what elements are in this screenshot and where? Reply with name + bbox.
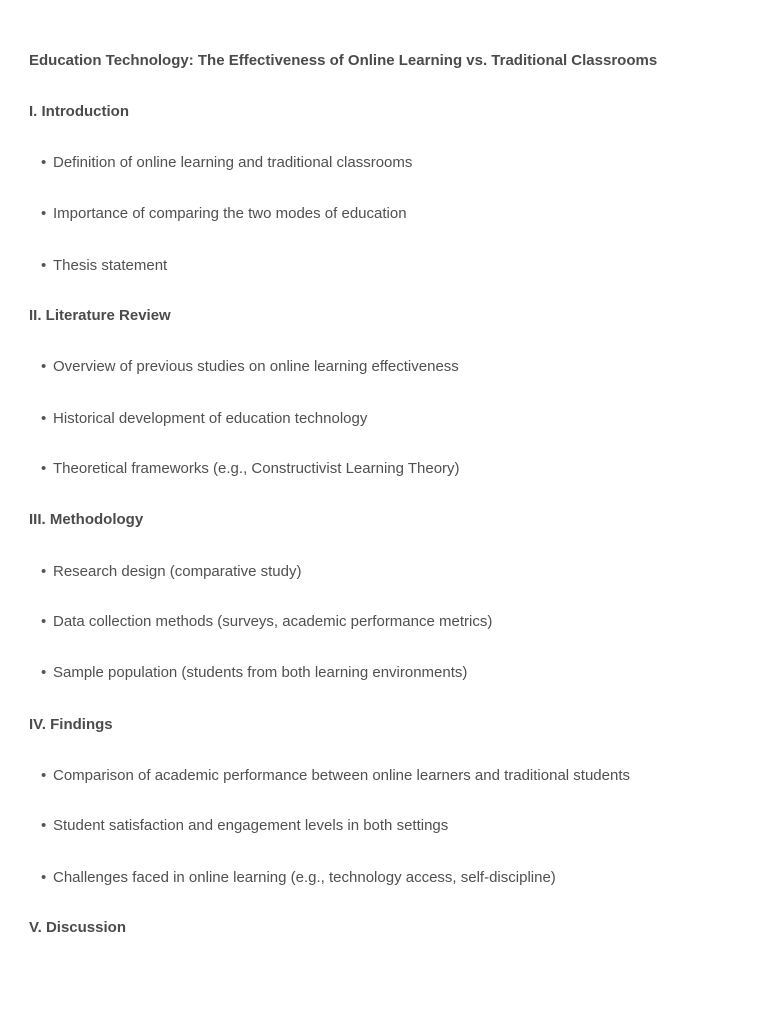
bullet-icon: • [41,205,47,222]
bullet-icon: • [41,563,47,580]
bullet-icon: • [41,767,47,784]
list-item [41,562,301,582]
section-heading-findings: IV. Findings [29,716,113,733]
section-heading-discussion: V. Discussion [29,919,126,936]
bullet-icon: • [41,358,47,375]
list-item [41,409,367,429]
bullet-icon: • [41,257,47,274]
bullet-icon: • [41,460,47,477]
list-item-text: Thesis statement [53,257,168,274]
list-item-text: Theoretical frameworks (e.g., Constructivist Learning Theory) [53,460,460,477]
list-item [41,357,459,377]
list-item [41,663,467,683]
list-item [41,612,492,632]
list-item [41,868,556,888]
bullet-icon: • [41,869,47,886]
list-item [41,816,448,836]
list-item-text: Historical development of education technology [53,410,368,427]
list-item [41,153,412,173]
section-heading-methodology: III. Methodology [29,511,144,528]
bullet-icon: • [41,410,47,427]
section-heading-introduction: I. Introduction [29,103,129,120]
list-item [41,256,167,276]
list-item-text: Sample population (students from both learning environments) [53,664,468,681]
bullet-icon: • [41,613,47,630]
list-item-text: Definition of online learning and traditional classrooms [53,154,413,171]
list-item-text: Importance of comparing the two modes of education [53,205,407,222]
list-item-text: Comparison of academic performance between online learners and traditional students [53,767,630,784]
section-heading-literature-review: II. Literature Review [29,307,171,324]
list-item-text: Student satisfaction and engagement levels in both settings [53,817,449,834]
list-item [41,459,460,479]
bullet-icon: • [41,154,47,171]
bullet-icon: • [41,817,47,834]
document-title: Education Technology: The Effectiveness of Online Learning vs. Traditional Classrooms [29,52,658,69]
list-item [41,766,630,786]
list-item-text: Challenges faced in online learning (e.g., technology access, self-discipline) [53,869,556,886]
bullet-icon: • [41,664,47,681]
list-item-text: Overview of previous studies on online learning effectiveness [53,358,459,375]
list-item-text: Data collection methods (surveys, academic performance metrics) [53,613,493,630]
list-item [41,204,407,224]
list-item-text: Research design (comparative study) [53,563,302,580]
